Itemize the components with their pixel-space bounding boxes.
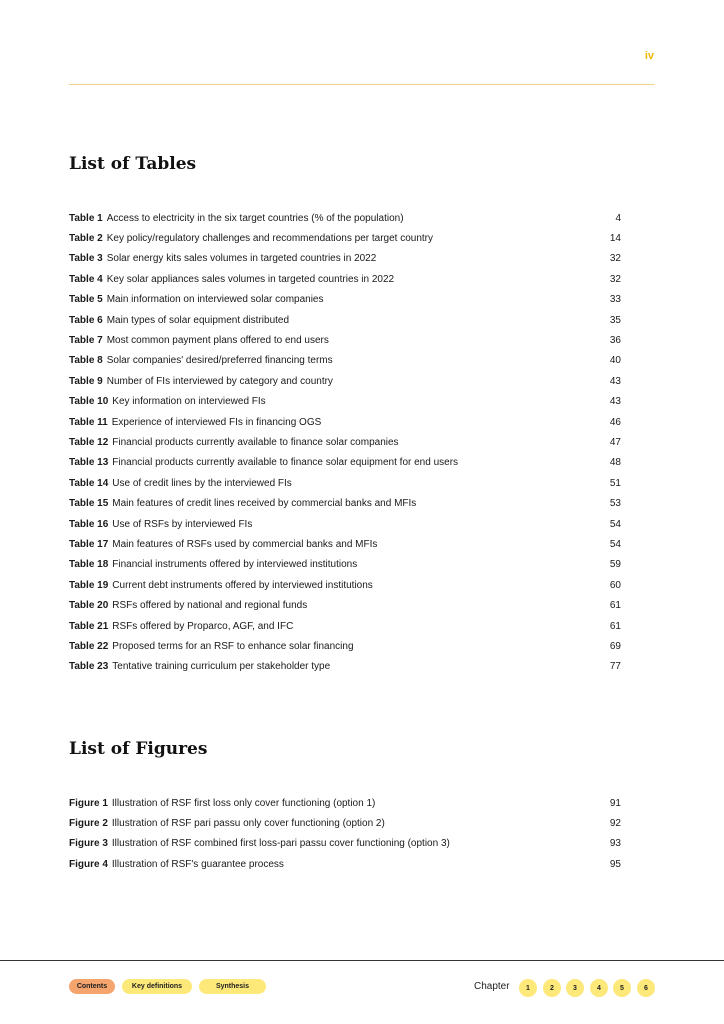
list-of-tables-title: List of Tables [69, 154, 197, 174]
table-entry[interactable] [69, 555, 621, 575]
entry-title: Main features of credit lines received by commercial banks and MFIs [112, 498, 417, 510]
figure-entry[interactable] [69, 854, 621, 874]
entry-page: 43 [609, 375, 621, 387]
entry-number: Table 3 [69, 253, 103, 265]
entry-title: Use of RSFs by interviewed FIs [112, 518, 253, 530]
entry-number: Table 8 [69, 355, 103, 367]
entry-title: Illustration of RSF pari passu only cover functioning (option 2) [111, 818, 385, 830]
entry-page: 53 [609, 498, 621, 510]
table-entry[interactable] [69, 514, 621, 534]
entry-page: 35 [609, 314, 621, 326]
entry-title: Solar energy kits sales volumes in targeted countries in 2022 [106, 253, 377, 265]
table-entry[interactable] [69, 310, 621, 330]
entry-page: 95 [609, 858, 621, 870]
entry-title: Main features of RSFs used by commercial banks and MFIs [112, 538, 378, 550]
entry-page: 93 [609, 838, 621, 850]
figure-entry[interactable] [69, 813, 621, 833]
entry-page: 92 [609, 818, 621, 830]
table-entry[interactable] [69, 249, 621, 269]
table-entry[interactable] [69, 290, 621, 310]
entry-number: Table 1 [69, 212, 103, 224]
entry-title: Main types of solar equipment distributed [106, 314, 290, 326]
entry-title: RSFs offered by Proparco, AGF, and IFC [112, 620, 294, 632]
table-entry[interactable] [69, 208, 621, 228]
chapter-6-button[interactable]: 6 [637, 979, 655, 997]
entry-title: Most common payment plans offered to end users [106, 335, 329, 347]
table-entry[interactable] [69, 595, 621, 615]
figures-list [69, 793, 621, 875]
entry-title: Tentative training curriculum per stakeholder type [112, 661, 331, 673]
synthesis-button[interactable]: Synthesis [199, 979, 266, 994]
table-entry[interactable] [69, 453, 621, 473]
entry-title: Current debt instruments offered by interviewed institutions [112, 579, 373, 591]
entry-title: Solar companies' desired/preferred financing terms [106, 355, 333, 367]
entry-number: Figure 2 [69, 818, 108, 830]
entry-number: Table 18 [69, 559, 109, 571]
table-entry[interactable] [69, 493, 621, 513]
table-entry[interactable] [69, 575, 621, 595]
entry-title: Financial products currently available to finance solar equipment for end users [112, 457, 459, 469]
list-of-figures-title: List of Figures [69, 739, 208, 759]
entry-number: Table 19 [69, 579, 109, 591]
entry-page: 33 [609, 294, 621, 306]
entry-number: Table 15 [69, 498, 109, 510]
entry-number: Table 21 [69, 620, 109, 632]
figure-entry[interactable] [69, 793, 621, 813]
table-entry[interactable] [69, 371, 621, 391]
entry-page: 36 [609, 335, 621, 347]
entry-number: Table 9 [69, 375, 103, 387]
entry-title: Financial products currently available to finance solar companies [112, 436, 399, 448]
table-entry[interactable] [69, 534, 621, 554]
entry-page: 54 [609, 538, 621, 550]
entry-number: Table 16 [69, 518, 109, 530]
entry-page: 77 [609, 661, 621, 673]
footer-divider [0, 960, 724, 961]
table-entry[interactable] [69, 269, 621, 289]
entry-number: Table 12 [69, 436, 109, 448]
entry-number: Table 22 [69, 640, 109, 652]
chapter-1-button[interactable]: 1 [519, 979, 537, 997]
chapter-5-button[interactable]: 5 [613, 979, 631, 997]
header-divider [69, 84, 655, 85]
entry-page: 51 [609, 477, 621, 489]
entry-number: Table 13 [69, 457, 109, 469]
entry-number: Table 10 [69, 396, 109, 408]
entry-title: Number of FIs interviewed by category and country [106, 375, 333, 387]
key-definitions-button[interactable]: Key definitions [122, 979, 192, 994]
table-entry[interactable] [69, 228, 621, 248]
table-entry[interactable] [69, 636, 621, 656]
chapter-3-button[interactable]: 3 [566, 979, 584, 997]
entry-title: Main information on interviewed solar companies [106, 294, 324, 306]
entry-page: 47 [609, 436, 621, 448]
entry-title: Financial instruments offered by interviewed institutions [112, 559, 358, 571]
table-entry[interactable] [69, 657, 621, 677]
entry-number: Table 14 [69, 477, 109, 489]
entry-number: Table 17 [69, 538, 109, 550]
entry-page: 40 [609, 355, 621, 367]
entry-number: Table 11 [69, 416, 108, 428]
table-entry[interactable] [69, 330, 621, 350]
entry-page: 4 [615, 212, 621, 224]
entry-title: Access to electricity in the six target countries (% of the population) [106, 212, 404, 224]
entry-title: Proposed terms for an RSF to enhance solar financing [112, 640, 354, 652]
chapter-4-button[interactable]: 4 [590, 979, 608, 997]
contents-button[interactable]: Contents [69, 979, 115, 994]
entry-number: Table 7 [69, 335, 103, 347]
footer-nav [69, 979, 655, 997]
entry-title: Key policy/regulatory challenges and recommendations per target country [106, 233, 434, 245]
entry-page: 59 [609, 559, 621, 571]
entry-page: 32 [609, 273, 621, 285]
chapter-label: Chapter [474, 981, 510, 992]
entry-number: Figure 3 [69, 838, 108, 850]
entry-page: 69 [609, 640, 621, 652]
entry-page: 46 [609, 416, 621, 428]
entry-number: Figure 1 [69, 797, 108, 809]
entry-number: Table 4 [69, 273, 103, 285]
entry-page: 14 [609, 233, 621, 245]
entry-page: 43 [609, 396, 621, 408]
entry-page: 54 [609, 518, 621, 530]
page-number: iv [644, 50, 654, 62]
entry-page: 61 [609, 600, 621, 612]
chapter-2-button[interactable]: 2 [543, 979, 561, 997]
entry-page: 60 [609, 579, 621, 591]
table-entry[interactable] [69, 432, 621, 452]
entry-number: Table 23 [69, 661, 109, 673]
figure-entry[interactable] [69, 834, 621, 854]
entry-title: RSFs offered by national and regional funds [112, 600, 308, 612]
entry-number: Figure 4 [69, 858, 108, 870]
entry-title: Illustration of RSF first loss only cover functioning (option 1) [111, 797, 376, 809]
table-entry[interactable] [69, 473, 621, 493]
table-entry[interactable] [69, 351, 621, 371]
entry-number: Table 2 [69, 233, 103, 245]
entry-title: Experience of interviewed FIs in financing OGS [111, 416, 322, 428]
entry-page: 91 [609, 797, 621, 809]
entry-title: Illustration of RSF's guarantee process [111, 858, 284, 870]
entry-page: 61 [609, 620, 621, 632]
entry-number: Table 20 [69, 600, 109, 612]
tables-list [69, 208, 621, 677]
entry-page: 32 [609, 253, 621, 265]
entry-number: Table 6 [69, 314, 103, 326]
table-entry[interactable] [69, 392, 621, 412]
entry-title: Key information on interviewed FIs [112, 396, 266, 408]
entry-title: Key solar appliances sales volumes in targeted countries in 2022 [106, 273, 395, 285]
entry-number: Table 5 [69, 294, 103, 306]
entry-page: 48 [609, 457, 621, 469]
table-entry[interactable] [69, 616, 621, 636]
table-entry[interactable] [69, 412, 621, 432]
entry-title: Illustration of RSF combined first loss-pari passu cover functioning (option 3) [111, 838, 450, 850]
entry-title: Use of credit lines by the interviewed FIs [112, 477, 292, 489]
